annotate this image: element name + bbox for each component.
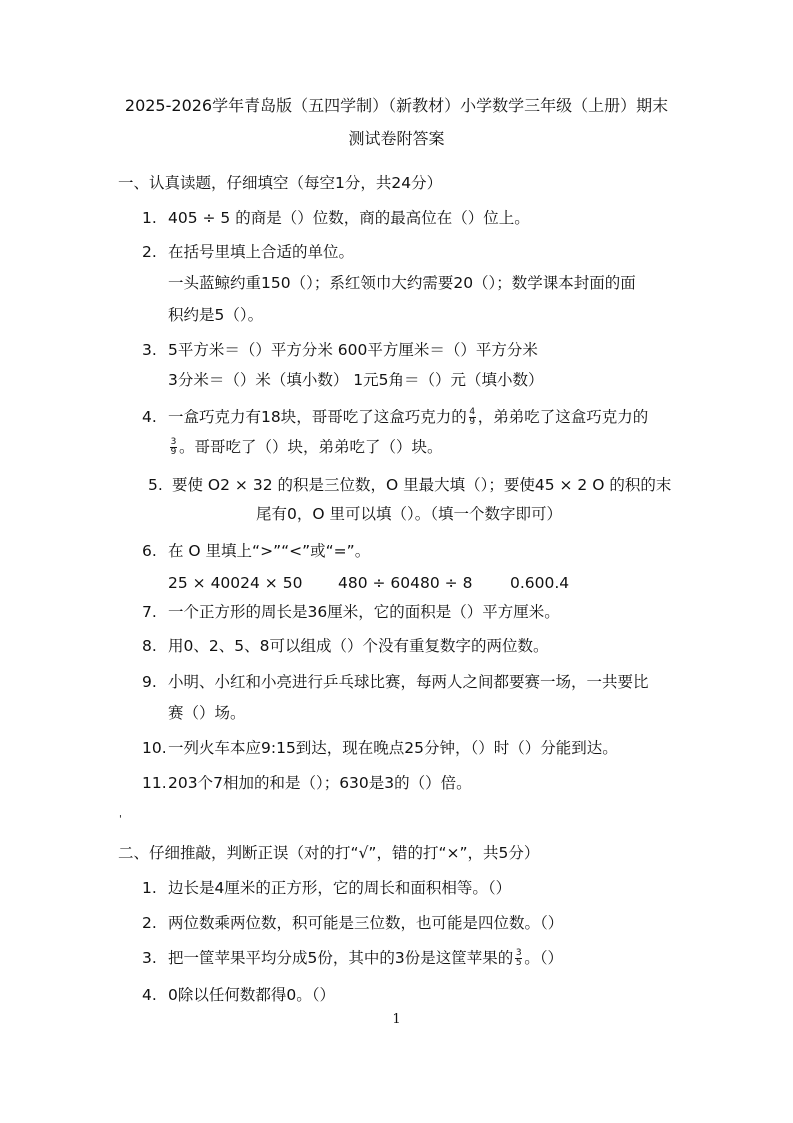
fraction-numerator: 3 [515,948,522,958]
q8-number: 8. [142,637,157,655]
q10-text: 一列火车本应9:15到达，现在晚点25分钟，（）时（）分能到达。 [168,739,618,757]
page-number: 1 [392,1012,401,1027]
q5-line1: 要使 O2 × 32 的积是三位数，O 里最大填（）；要使45 × 2 O 的积的末 [172,476,672,494]
fraction-3-9 [170,438,177,457]
s2-q4-text: 0除以任何数都得0。（） [168,986,335,1004]
q3-line1: 5平方米＝（）平方分米 600平方厘米＝（）平方分米 [168,341,538,359]
fraction-3-5 [515,949,522,968]
q2-number: 2. [142,243,157,261]
fraction-denominator: 9 [170,447,177,457]
q4-line2 [168,437,443,457]
q7-text: 一个正方形的周长是36厘米，它的面积是（）平方厘米。 [168,603,560,621]
q1-number: 1. [142,209,157,227]
q3-number: 3. [142,341,157,359]
s2-q2-number: 2. [142,914,157,932]
q2-line2: 一头蓝鲸约重150（）；系红领巾大约需要20（）；数学课本封面的面 [168,274,636,292]
q4-line2-text: 。哥哥吃了（）块，弟弟吃了（）块。 [179,438,443,456]
q1-text: 405 ÷ 5 的商是（）位数，商的最高位在（）位上。 [168,209,530,227]
section2-heading: 二、仔细推敲，判断正误（对的打“√”，错的打“×”，共5分） [118,844,540,862]
q4-line1-part-a: 一盒巧克力有18块，哥哥吃了这盒巧克力的 [168,408,467,426]
q11-number: 11. [142,774,167,792]
q2-line1: 在括号里填上合适的单位。 [168,243,355,261]
q4-number: 4. [142,408,157,426]
q8-text: 用0、2、5、8可以组成（）个没有重复数字的两位数。 [168,637,549,655]
s2-q4-number: 4. [142,986,157,1004]
fraction-4-9 [469,408,476,427]
q6-line1: 在 O 里填上“>”“<”或“=”。 [168,542,371,560]
q6-compare-3: 0.600.4 [510,574,570,592]
q9-number: 9. [142,673,157,691]
stray-mark: ' [119,814,122,825]
s2-q1-text: 边长是4厘米的正方形，它的周长和面积相等。（） [168,879,512,897]
q7-number: 7. [142,603,157,621]
s2-q3-number: 3. [142,949,157,967]
q2-line3: 积约是5（）。 [168,306,264,324]
document-title-line2: 测试卷附答案 [348,129,445,148]
fraction-numerator: 3 [170,437,177,447]
q5-number: 5. [148,476,163,494]
s2-q2-text: 两位数乘两位数，积可能是三位数，也可能是四位数。（） [168,914,564,932]
q5-line2: 尾有0，O 里可以填（）。（填一个数字即可） [256,505,562,523]
s2-q1-number: 1. [142,879,157,897]
s2-q3-text [168,948,563,968]
section1-heading: 一、认真读题，仔细填空（每空1分，共24分） [118,174,443,192]
s2-q3-text-b: 。（） [524,949,563,967]
q6-compare-1: 25 × 40024 × 50 [168,574,303,592]
q9-line1: 小明、小红和小亮进行乒乓球比赛，每两人之间都要赛一场，一共要比 [168,673,649,691]
q10-number: 10. [142,739,167,757]
q4-line1-part-b: ，弟弟吃了这盒巧克力的 [477,408,649,426]
q3-line2: 3分米＝（）米（填小数） 1元5角＝（）元（填小数） [168,371,544,389]
q4-line1 [168,407,648,427]
q11-text: 203个7相加的和是（）；630是3的（）倍。 [168,774,472,792]
s2-q3-text-a: 把一筐苹果平均分成5份，其中的3份是这筐苹果的 [168,949,514,967]
q6-number: 6. [142,542,157,560]
q6-compare-2: 480 ÷ 60480 ÷ 8 [338,574,473,592]
document-title-line1: 2025-2026学年青岛版（五四学制）（新教材）小学数学三年级（上册）期末 [124,96,669,115]
q9-line2: 赛（）场。 [168,704,246,722]
fraction-denominator: 5 [515,958,522,968]
fraction-numerator: 4 [469,407,476,417]
fraction-denominator: 9 [469,417,476,427]
